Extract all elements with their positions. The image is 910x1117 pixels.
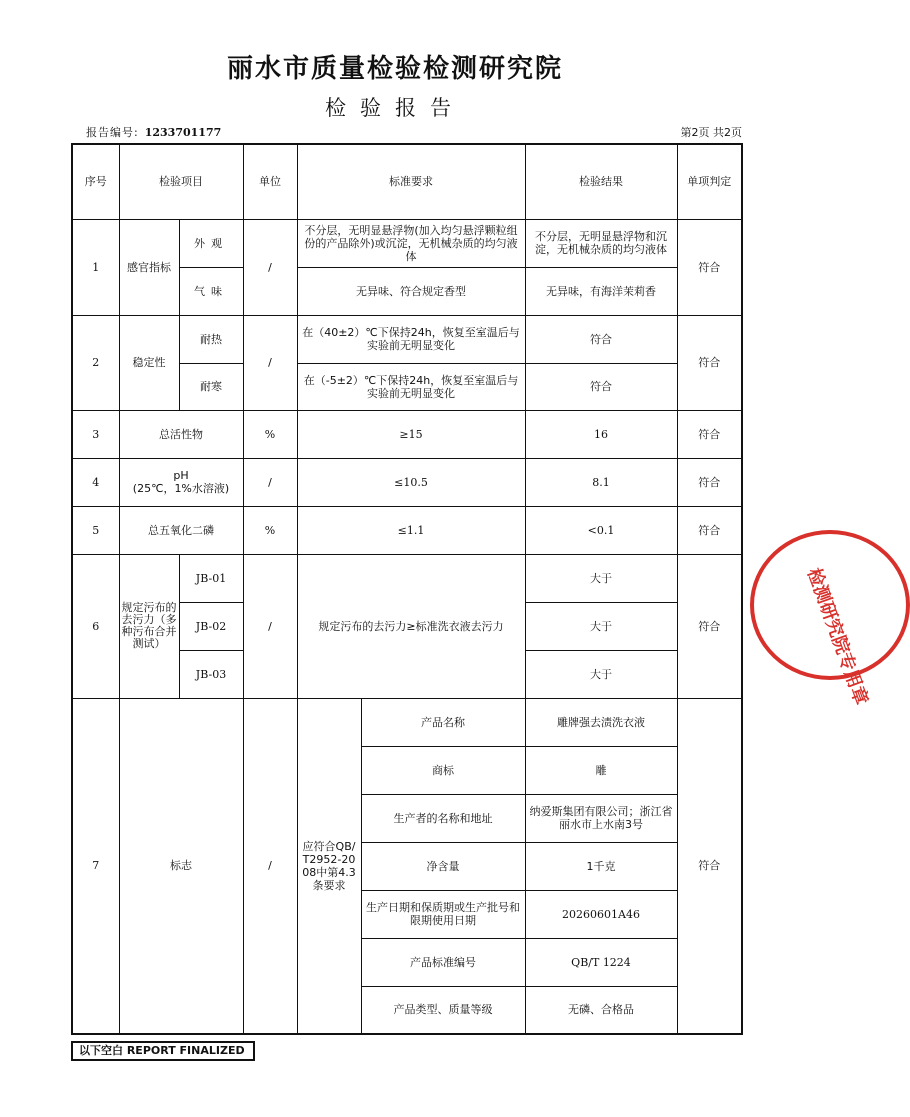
document-title: 检验报告 — [325, 96, 465, 120]
row-standard: 在（40±2）℃下保持24h，恢复至室温后与实验前无明显变化 — [297, 315, 525, 363]
row-unit: % — [243, 410, 297, 458]
row-result: 大于 — [525, 602, 677, 650]
row-seq: 3 — [72, 410, 119, 458]
report-end-note: 以下空白 REPORT FINALIZED — [71, 1041, 255, 1061]
sub-item: 产品类型、质量等级 — [361, 986, 525, 1034]
row-item: 感官指标 — [119, 219, 179, 315]
sub-item: 耐热 — [179, 315, 243, 363]
sub-item: 外观 — [179, 219, 243, 267]
row-result: 20260601A46 — [525, 890, 677, 938]
row-result: QB/T 1224 — [525, 938, 677, 986]
row-verdict: 符合 — [677, 219, 742, 315]
sub-item: 产品名称 — [361, 698, 525, 746]
row-standard: ≤1.1 — [297, 506, 525, 554]
col-header-standard: 标准要求 — [297, 144, 525, 219]
table-row — [72, 315, 742, 363]
row-result: 1千克 — [525, 842, 677, 890]
inspection-table — [71, 143, 743, 1035]
row-result: 无磷、合格品 — [525, 986, 677, 1034]
row-unit: / — [243, 458, 297, 506]
row-result: 8.1 — [525, 458, 677, 506]
row-unit: / — [243, 554, 297, 698]
institute-title: 丽水市质量检验检测研究院 — [226, 54, 563, 84]
page-info: 第2页 共2页 — [680, 126, 742, 139]
row-result: 雕牌强去渍洗衣液 — [525, 698, 677, 746]
row-standard: ≤10.5 — [297, 458, 525, 506]
row-result: 符合 — [525, 315, 677, 363]
sub-item: 生产者的名称和地址 — [361, 794, 525, 842]
row-result: <0.1 — [525, 506, 677, 554]
row-verdict: 符合 — [677, 554, 742, 698]
report-number-label: 报告编号: — [86, 126, 139, 139]
row-unit: % — [243, 506, 297, 554]
table-row — [72, 410, 742, 458]
row-result: 雕 — [525, 746, 677, 794]
row-item: 总活性物 — [119, 410, 243, 458]
sub-item: 气味 — [179, 267, 243, 315]
row-standard: 应符合QB/T2952-2008中第4.3条要求 — [297, 698, 361, 1034]
row-standard: 不分层，无明显悬浮物(加入均匀悬浮颗粒组份的产品除外)或沉淀，无机械杂质的均匀液体 — [297, 219, 525, 267]
row-unit: / — [243, 315, 297, 410]
table-header-row — [72, 144, 742, 219]
report-number — [86, 124, 221, 140]
row-seq: 4 — [72, 458, 119, 506]
sub-item: JB-01 — [179, 554, 243, 602]
col-header-item: 检验项目 — [119, 144, 243, 219]
row-result: 符合 — [525, 363, 677, 410]
row-verdict: 符合 — [677, 458, 742, 506]
row-unit: / — [243, 219, 297, 315]
sub-item: JB-03 — [179, 650, 243, 698]
row-seq: 5 — [72, 506, 119, 554]
row-standard: 无异味、符合规定香型 — [297, 267, 525, 315]
row-item — [119, 458, 243, 506]
row-verdict: 符合 — [677, 506, 742, 554]
row-unit: / — [243, 698, 297, 1034]
row-seq: 6 — [72, 554, 119, 698]
row-result: 不分层，无明显悬浮物和沉淀，无机械杂质的均匀液体 — [525, 219, 677, 267]
row-standard: ≥15 — [297, 410, 525, 458]
official-seal-text: 检测研究院专用章 — [802, 565, 872, 708]
col-header-seq: 序号 — [72, 144, 119, 219]
row-item: 总五氧化二磷 — [119, 506, 243, 554]
row-standard: 规定污布的去污力≥标准洗衣液去污力 — [297, 554, 525, 698]
row-result: 无异味，有海洋茉莉香 — [525, 267, 677, 315]
table-row — [72, 698, 742, 746]
col-header-verdict: 单项判定 — [677, 144, 742, 219]
table-row — [72, 458, 742, 506]
row-item-line2: (25℃，1%水溶液) — [132, 482, 230, 495]
row-item: 稳定性 — [119, 315, 179, 410]
row-seq: 2 — [72, 315, 119, 410]
row-verdict: 符合 — [677, 315, 742, 410]
sub-item: 生产日期和保质期或生产批号和限期使用日期 — [361, 890, 525, 938]
row-result: 纳爱斯集团有限公司；浙江省丽水市上水南3号 — [525, 794, 677, 842]
row-item: 标志 — [119, 698, 243, 1034]
row-verdict: 符合 — [677, 410, 742, 458]
col-header-unit: 单位 — [243, 144, 297, 219]
sub-item: 产品标准编号 — [361, 938, 525, 986]
row-result: 16 — [525, 410, 677, 458]
report-number-value: 1233701177 — [144, 126, 222, 139]
row-result: 大于 — [525, 650, 677, 698]
table-row — [72, 219, 742, 267]
row-item: 规定污布的去污力（多种污布合并测试） — [119, 554, 179, 698]
col-header-result: 检验结果 — [525, 144, 677, 219]
table-row — [72, 554, 742, 602]
row-seq: 1 — [72, 219, 119, 315]
row-seq: 7 — [72, 698, 119, 1034]
sub-item: 商标 — [361, 746, 525, 794]
row-result: 大于 — [525, 554, 677, 602]
sub-item: 净含量 — [361, 842, 525, 890]
sub-item: 耐寒 — [179, 363, 243, 410]
sub-item: JB-02 — [179, 602, 243, 650]
row-standard: 在（-5±2）℃下保持24h，恢复至室温后与实验前无明显变化 — [297, 363, 525, 410]
row-verdict: 符合 — [677, 698, 742, 1034]
row-item-line1: pH — [173, 469, 189, 482]
table-row — [72, 506, 742, 554]
